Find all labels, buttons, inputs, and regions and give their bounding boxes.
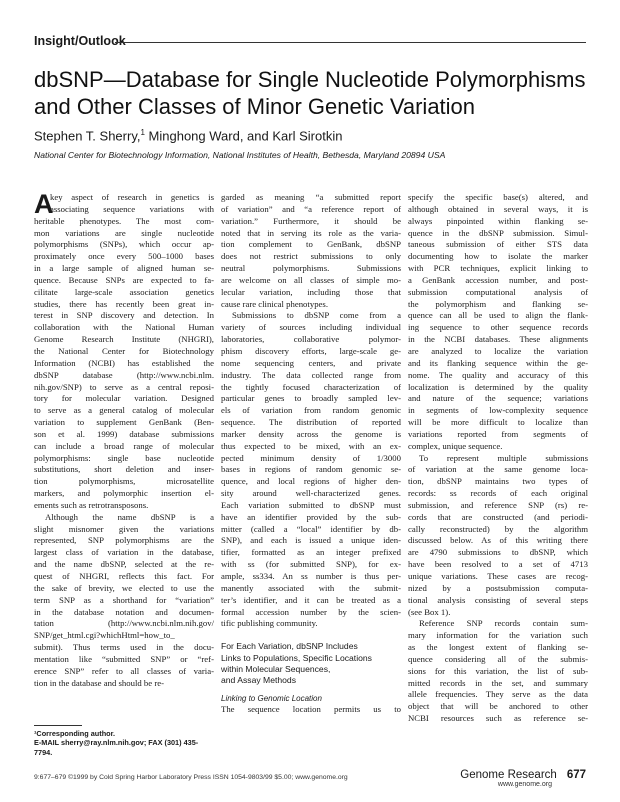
text-line: although obtained in several ways, it is	[408, 203, 588, 214]
text-line: discussed below. As of this writing there	[408, 535, 588, 546]
text-line: tional analysis consisting of several steps	[408, 594, 588, 605]
text-line: are 4790 submissions to dbSNP, which	[408, 547, 588, 558]
text-line: a GenBank accession number, and post-	[408, 274, 588, 285]
paragraph	[408, 618, 588, 725]
drop-cap: A	[34, 189, 54, 219]
text-line: are welcome on all classes of simple mo-	[221, 274, 401, 285]
subsection-heading: Linking to Genomic Location	[221, 693, 322, 703]
text-line: heritable phenotypes. The most com-	[34, 215, 214, 226]
text-line: have an identifier provided by the sub-	[221, 511, 401, 522]
text-line: mitted records in the set, and summary	[408, 677, 588, 688]
footnote-line: 7794.	[34, 747, 53, 757]
text-line: variation.” Furthermore, it should be	[221, 215, 401, 226]
text-line: cilitate large-scale association genetics	[34, 286, 214, 297]
footer-citation: 9:677–679 ©1999 by Cold Spring Harbor Laboratory Press ISSN 1054-9803/99 $5.00; www.genome.org	[34, 774, 348, 781]
text-line: garded as meaning “a submitted report	[221, 192, 401, 202]
text-line: polymorphisms: single base nucleotide	[34, 452, 214, 463]
text-line: markers, and polymorphic insertion el-	[34, 488, 214, 499]
section-rule	[115, 42, 586, 43]
text-line: variation to supplement GenBank (Ben-	[34, 417, 214, 428]
text-line: quence, and local regions of higher den-	[221, 476, 401, 487]
text-line: variety of sources including individual	[221, 322, 401, 333]
text-line: Genome Research Institute (NHGRI),	[34, 334, 214, 345]
text-line: pected minimum density of 1/3000	[221, 452, 401, 463]
text-line: To represent multiple submissions	[419, 452, 588, 463]
affiliation: National Center for Biotechnology Information, National Institutes of Health, Bethesda, Maryland 20894 USA	[34, 150, 446, 160]
text-line: have been resolved to a set of 4713	[408, 559, 588, 570]
paragraph	[221, 704, 401, 716]
text-line: substitutions, short deletion and inser-	[34, 464, 214, 475]
paragraph	[221, 192, 401, 310]
text-line: key aspect of research in genetics is	[50, 192, 214, 202]
text-line: tion polymorphisms, microsatellite	[34, 476, 214, 487]
text-line: records: ss records of each original	[408, 488, 588, 499]
author-names: Stephen T. Sherry,	[34, 128, 141, 144]
paragraph	[408, 453, 588, 619]
text-line: Although the name dbSNP is a	[45, 511, 214, 522]
text-line: terest in SNP discovery and detection. In	[34, 310, 214, 321]
text-line: associating sequence variations with	[50, 203, 214, 214]
text-line: Information (NCBI) has established the	[34, 357, 214, 368]
text-line: ample, ss334. An ss number is thus per-	[221, 571, 401, 581]
text-line: sequence. The distribution of reported	[221, 417, 401, 428]
text-line: ing sequence to other sequence records	[408, 322, 588, 333]
text-line: object that will be anchored to other	[408, 701, 588, 712]
text-line: does not restrict submissions to only	[221, 251, 401, 262]
body-column-3	[408, 192, 588, 725]
text-line: (see Box 1).	[408, 606, 451, 617]
text-line: tion in the database and should be re-	[34, 677, 165, 688]
text-line: specify the specific base(s) altered, and	[408, 192, 588, 202]
text-line: allele frequencies. They serve as the data	[408, 689, 588, 700]
paragraph	[221, 310, 401, 630]
text-line: neutral polymorphisms. Submissions	[221, 263, 401, 274]
text-line: cally reconstructed) by the algorithm	[408, 523, 588, 534]
text-line: lecular variation, including those that	[221, 286, 401, 297]
text-line: NCBI resources such as reference se-	[408, 713, 588, 724]
text-line: in the NCBI databases. These alignments	[408, 334, 588, 345]
text-line: submit). Thus terms used in the docu-	[34, 642, 214, 653]
text-line: documenting how to isolate the marker	[408, 251, 588, 262]
text-line: the National Center for Biotechnology	[34, 345, 214, 356]
text-line: quence can all be used to align the flank-	[408, 310, 588, 321]
text-line: in segments of low-complexity sequence	[408, 405, 588, 416]
text-line: the tightly focused characterization of	[221, 381, 401, 392]
text-line: submission computational analysis of	[408, 286, 588, 297]
text-line: unique variations. These cases are recog-	[408, 571, 588, 581]
text-line: industry. The data collected range from	[221, 369, 401, 380]
text-line: tation (http://www.ncbi.nlm.nih.gov/	[34, 618, 214, 629]
text-line: slight misnomer given the variations	[34, 523, 214, 534]
text-line: Reference SNP records contain sum-	[419, 618, 588, 629]
author-footnote-mark: 1	[140, 128, 145, 137]
text-line: tific publishing community.	[221, 618, 318, 629]
text-line: SNP), and each is issued a unique iden-	[221, 535, 401, 546]
text-line: to serve as a general catalog of molecular	[34, 405, 214, 416]
author-names: Minghong Ward, and Karl Sirotkin	[144, 128, 343, 144]
text-line: complex, unique sequence.	[408, 440, 503, 451]
text-line: will be more difficult to localize than	[408, 417, 588, 428]
text-line: noted that in serving its role as the varia-	[221, 227, 401, 238]
page-number: 677	[566, 769, 586, 781]
text-line: nized by a postsubmission computa-	[408, 582, 588, 593]
text-line: nome. The quality and accuracy of this	[408, 369, 588, 380]
footer-journal	[460, 769, 586, 788]
text-line: as the longest extent of flanking se-	[408, 642, 588, 653]
text-line: Links to Populations, Specific Locations	[221, 652, 372, 663]
text-line: The sequence location permits us to	[221, 703, 401, 714]
text-line: cause rare clinical phenotypes.	[221, 298, 328, 309]
paragraph	[408, 192, 588, 453]
text-line: can include a broad range of molecular	[34, 440, 214, 451]
journal-url: www.genome.org	[497, 781, 552, 788]
text-line: quence. Because SNPs are expected to fa-	[34, 274, 214, 285]
text-line: submission, and reference SNP (rs) re-	[408, 499, 588, 510]
text-line: and its flanking sequence within the ge-	[408, 357, 588, 368]
text-line: of variation at the same genome loca-	[408, 464, 588, 475]
text-line: nome sequencing centers, and private	[221, 357, 401, 368]
text-line: always pinpointed within flanking se-	[408, 215, 588, 226]
text-line: Each variation submitted to dbSNP must	[221, 499, 401, 510]
paragraph	[34, 512, 214, 690]
text-line: mitter (called a “local” identifier by db-	[221, 523, 401, 534]
corresponding-author-footnote	[34, 729, 224, 757]
text-line: laboratories, collaborative polymor-	[221, 334, 401, 345]
title-line: dbSNP—Database for Single Nucleotide Polymorphisms	[34, 67, 586, 92]
text-line: represented, SNP polymorphisms are the	[34, 535, 214, 546]
footnote-rule	[34, 725, 82, 726]
text-line: particular genes to broadly sampled lev-	[221, 393, 401, 404]
text-line: SNP/get_html.cgi?whichHtml=how_to_	[34, 630, 175, 641]
text-line: largest class of variation in the database,	[34, 547, 214, 558]
text-line: collaboration with the National Human	[34, 322, 214, 333]
text-line: thus expected to be mixed, with an ex-	[221, 440, 401, 451]
text-line: quest of NHGRI, reflects this fact. For	[34, 571, 214, 581]
text-line: tion complement to GenBank, dbSNP	[221, 239, 401, 250]
text-line: with ss (for submitted SNP), for ex-	[221, 559, 401, 570]
text-line: manently associated with the submit-	[221, 582, 401, 593]
text-line: with PCR techniques, explicit linking to	[408, 263, 588, 274]
text-line: mon variations are single nucleotide	[34, 227, 214, 238]
footnote-email: E-MAIL sherry@ray.nlm.nih.gov; FAX (301) 435-	[34, 738, 199, 748]
article-title	[34, 66, 594, 120]
text-line: the polymorphism and flanking se-	[408, 298, 588, 309]
text-line: and the name dbSNP, selected at the re-	[34, 559, 214, 570]
text-line: mary information for the variation such	[408, 630, 588, 641]
section-label: Insight/Outlook	[34, 34, 126, 48]
text-line: ter’s identifier, and it can be treated as a	[221, 594, 401, 605]
text-line: and nature of the sequence; variations	[408, 393, 588, 404]
text-line: nih.gov/SNP) to serve as a central reposi-	[34, 381, 214, 392]
text-line: els of variation from random genomic	[221, 405, 401, 416]
text-line: For Each Variation, dbSNP Includes	[221, 641, 358, 652]
text-line: polymorphisms (SNPs), which occur ap-	[34, 239, 214, 250]
text-line: taneous submission of either STS data	[408, 239, 588, 250]
text-line: Submissions to dbSNP come from a	[232, 310, 401, 321]
text-line: of variation” and “a reference report of	[221, 203, 401, 214]
text-line: term SNP as a shorthand for “variation”	[34, 594, 214, 605]
text-line: in a large sample of aligned human se-	[34, 263, 214, 274]
authors	[34, 128, 342, 143]
text-line: sity around well-characterized genes.	[221, 488, 401, 499]
text-line: son et al. 1999) database submissions	[34, 428, 214, 439]
text-line: the sake of brevity, we elected to use the	[34, 582, 214, 593]
text-line: within Molecular Sequences,	[221, 664, 331, 675]
title-line: and Other Classes of Minor Genetic Variation	[34, 94, 476, 119]
body-column-1	[34, 189, 214, 689]
text-line: quence considering all of the submis-	[408, 653, 588, 664]
text-line: erence SNP” refer to all classes of varia-	[34, 665, 214, 676]
paragraph	[34, 189, 214, 512]
section-heading	[221, 641, 401, 687]
text-line: formal accession number by the scien-	[221, 606, 401, 617]
text-line: in the database notation and documen-	[34, 606, 214, 617]
text-line: marker density across the genome is	[221, 428, 401, 439]
text-line: variations reported from segments of	[408, 428, 588, 439]
text-line: dbSNP database (http://www.ncbi.nlm.	[34, 369, 214, 380]
text-line: and Assay Methods	[221, 675, 297, 686]
journal-name: Genome Research	[460, 769, 557, 781]
text-line: sions for this variation, the list of sub-	[408, 665, 588, 676]
text-line: quence in the dbSNP submission. Simul-	[408, 227, 588, 238]
text-line: tory for molecular variation. Designed	[34, 393, 214, 404]
text-line: cords that are constructed (and periodi-	[408, 511, 588, 522]
text-line: localization is determined by the quality	[408, 381, 588, 392]
text-line: proximately once every 500–1000 bases	[34, 251, 214, 262]
text-line: studies, there has recently been great in-	[34, 298, 214, 309]
footnote-line: ¹Corresponding author.	[34, 729, 116, 738]
text-line: ements such as retrotransposons.	[34, 499, 149, 510]
text-line: tion, dbSNP maintains two types of	[408, 476, 588, 487]
text-line: mentation like “submitted SNP” or “ref-	[34, 653, 214, 664]
text-line: tifier, formatted as an integer prefixed	[221, 547, 401, 558]
text-line: phism discovery efforts, large-scale ge-	[221, 345, 401, 356]
text-line: are analyzed to localize the variation	[408, 345, 588, 356]
body-column-2	[221, 192, 401, 716]
text-line: bases in regions of random genomic se-	[221, 464, 401, 475]
